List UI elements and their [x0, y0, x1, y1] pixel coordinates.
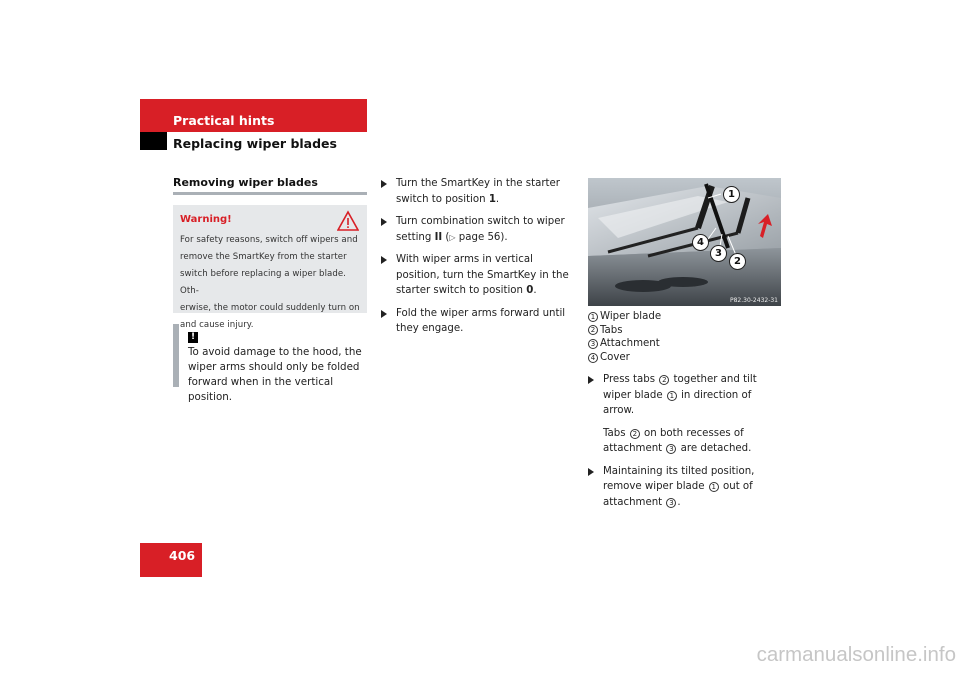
figure-legend	[588, 310, 783, 364]
legend-item: 4 Cover	[588, 351, 783, 365]
callout-3: 3	[710, 245, 727, 262]
note-side-bar	[173, 324, 179, 387]
callout-4: 4	[692, 234, 709, 251]
page-number: 406	[169, 548, 196, 563]
bullet-arrow-icon	[381, 310, 387, 318]
page-subtitle: Replacing wiper blades	[173, 136, 337, 151]
page-reference[interactable]: page 56).	[455, 231, 508, 243]
legend-number: 4	[588, 353, 598, 363]
instruction-step: Turn the SmartKey in the starter switch to position 1.	[381, 176, 576, 207]
exclamation-icon: !	[188, 332, 198, 343]
left-column	[173, 176, 367, 405]
result-note: Tabs 2 on both recesses of attachment 3 are detached.	[603, 427, 752, 455]
bullet-arrow-icon	[381, 256, 387, 264]
bullet-arrow-icon	[588, 376, 594, 384]
warning-text	[180, 232, 360, 334]
figure-code: P82.30-2432-31	[729, 297, 778, 304]
callout-2: 2	[729, 253, 746, 270]
wiper-blade-photo	[588, 178, 781, 306]
page-reference-icon: ▷	[449, 232, 456, 242]
legend-number: 2	[588, 325, 598, 335]
instruction-step: With wiper arms in vertical position, turn the SmartKey in the starter switch to position 0.	[381, 252, 576, 299]
instruction-step: Maintaining its tilted position, remove wiper blade 1 out of attachment 3 .	[588, 464, 783, 511]
section-heading: Removing wiper blades	[173, 176, 367, 195]
legend-number: 3	[588, 339, 598, 349]
warning-line: and cause injury.	[180, 320, 254, 330]
legend-number: 1	[588, 312, 598, 322]
wiper-illustration	[588, 178, 781, 306]
callout-1: 1	[723, 186, 740, 203]
middle-column	[381, 176, 576, 344]
watermark: carmanualsonline.info	[756, 643, 956, 666]
warning-line: For safety reasons, switch off wipers and	[180, 235, 358, 245]
warning-triangle-icon	[337, 210, 359, 232]
bullet-arrow-icon	[381, 180, 387, 188]
bullet-arrow-icon	[381, 218, 387, 226]
chapter-title: Practical hints	[173, 113, 275, 128]
note-text: To avoid damage to the hood, the wiper arms should only be folded forward when in the vertical position.	[188, 346, 362, 403]
legend-item: 3 Attachment	[588, 337, 783, 351]
legend-item: 2 Tabs	[588, 324, 783, 338]
warning-title: Warning!	[180, 214, 232, 225]
instruction-step: Fold the wiper arms forward until they engage.	[381, 306, 576, 337]
warning-line: erwise, the motor could suddenly turn on	[180, 303, 360, 313]
warning-line: remove the SmartKey from the starter	[180, 252, 347, 262]
bullet-arrow-icon	[588, 468, 594, 476]
legend-item: 1 Wiper blade	[588, 310, 783, 324]
instruction-step: Turn combination switch to wiper setting II (▷ page 56).	[381, 214, 576, 245]
warning-line: switch before replacing a wiper blade. Oth-	[180, 269, 346, 296]
right-column	[588, 310, 783, 517]
damage-note	[173, 324, 367, 405]
section-tab-marker	[140, 132, 167, 150]
warning-box	[173, 205, 367, 330]
instruction-step: Press tabs 2 together and tilt wiper blade 1 in direction of arrow.	[588, 372, 783, 419]
